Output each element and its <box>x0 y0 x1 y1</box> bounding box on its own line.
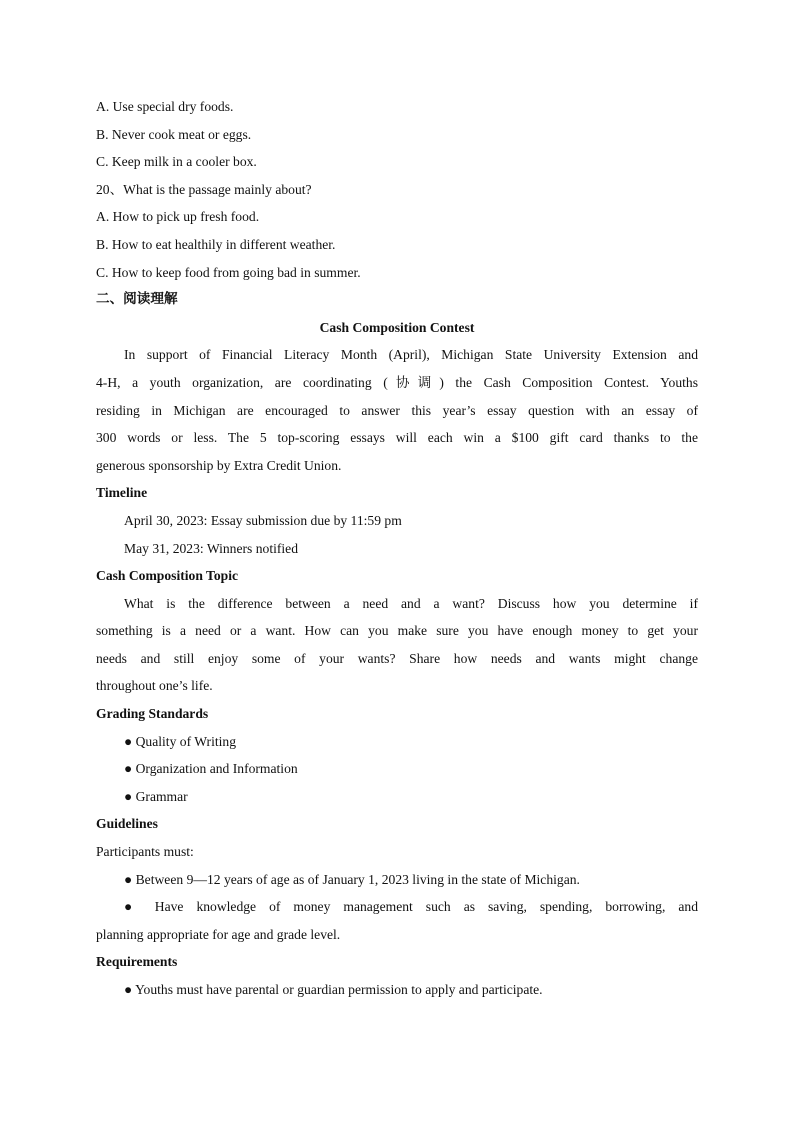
intro-line: 300 words or less. The 5 top-scoring essays will each win a $100 gift card thanks to the <box>96 430 698 446</box>
q20-option-c: C. How to keep food from going bad in summer. <box>96 264 361 280</box>
article-title: Cash Composition Contest <box>319 319 475 335</box>
guidelines-lead: Participants must: <box>96 844 194 860</box>
timeline-heading: Timeline <box>96 485 148 501</box>
q20-option-a: A. How to pick up fresh food. <box>96 209 260 225</box>
grading-item: ● Quality of Writing <box>124 733 236 749</box>
timeline-item: April 30, 2023: Essay submission due by 11:59 pm <box>124 512 402 528</box>
grading-heading: Grading Standards <box>96 706 209 722</box>
q19-option-a: A. Use special dry foods. <box>96 99 234 114</box>
q20-option-b: B. How to eat healthily in different weather. <box>96 236 336 252</box>
grading-item: ● Organization and Information <box>124 761 298 777</box>
requirement-item: ● Youths must have parental or guardian permission to apply and participate. <box>124 982 543 997</box>
q19-option-c: C. Keep milk in a cooler box. <box>96 154 257 170</box>
guideline-item: ● Have knowledge of money management such as saving, spending, borrowing, and <box>124 899 698 915</box>
q20-question: 20、What is the passage mainly about? <box>96 181 312 197</box>
section-heading: 二、阅读理解 <box>96 291 178 308</box>
topic-line: throughout one’s life. <box>96 678 213 694</box>
grading-item: ● Grammar <box>124 788 188 804</box>
intro-line: In support of Financial Literacy Month (April), Michigan State University Extension and <box>124 347 698 363</box>
guideline-item: ● Between 9—12 years of age as of January 1, 2023 living in the state of Michigan. <box>124 871 580 887</box>
timeline-item: May 31, 2023: Winners notified <box>124 540 299 556</box>
intro-line: 4-H, a youth organization, are coordinating (协调) the Cash Composition Contest. Youths <box>96 374 698 390</box>
q19-option-b: B. Never cook meat or eggs. <box>96 126 252 142</box>
topic-paragraph <box>96 590 698 700</box>
guidelines-heading: Guidelines <box>96 816 158 832</box>
intro-paragraph <box>96 341 698 479</box>
guideline-item-continued: planning appropriate for age and grade level. <box>96 926 341 942</box>
requirements-heading: Requirements <box>96 954 178 970</box>
document-page <box>96 93 698 1004</box>
topic-line: something is a need or a want. How can you make sure you have enough money to get your <box>96 623 698 639</box>
topic-line: What is the difference between a need and a want? Discuss how you determine if <box>124 595 698 611</box>
intro-line: residing in Michigan are encouraged to answer this year’s essay question with an essay of <box>96 402 698 418</box>
topic-heading: Cash Composition Topic <box>96 568 239 584</box>
intro-line: generous sponsorship by Extra Credit Union. <box>96 457 342 473</box>
topic-line: needs and still enjoy some of your wants? Share how needs and wants might change <box>96 650 698 666</box>
